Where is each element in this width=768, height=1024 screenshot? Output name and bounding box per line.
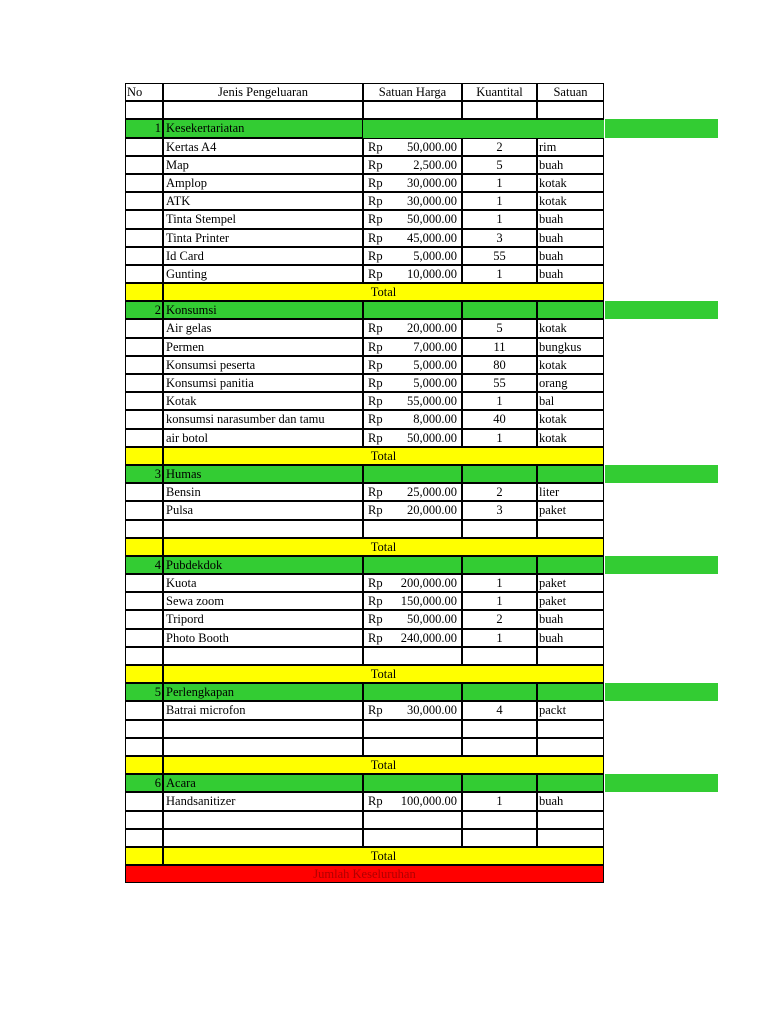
item-name[interactable]: Kuota bbox=[163, 574, 363, 592]
cell[interactable] bbox=[125, 756, 163, 774]
item-qty[interactable]: 1 bbox=[462, 592, 537, 610]
total-label[interactable]: Total bbox=[163, 847, 604, 865]
item-price-cell[interactable] bbox=[363, 574, 462, 592]
item-price-cell[interactable] bbox=[363, 174, 462, 192]
item-qty[interactable]: 11 bbox=[462, 338, 537, 356]
currency-label: Rp bbox=[368, 703, 383, 718]
total-row bbox=[126, 284, 718, 302]
section-row bbox=[126, 684, 718, 702]
cell[interactable] bbox=[125, 356, 163, 374]
total-row bbox=[126, 848, 718, 866]
cell[interactable] bbox=[125, 283, 163, 301]
item-price-cell[interactable] bbox=[363, 592, 462, 610]
table-row bbox=[126, 230, 718, 248]
cell[interactable] bbox=[125, 829, 163, 847]
table-row bbox=[126, 266, 718, 284]
blank-row bbox=[126, 648, 718, 666]
section-fill bbox=[605, 119, 718, 137]
item-unit[interactable]: bungkus bbox=[537, 338, 604, 356]
item-price: 20,000.00 bbox=[407, 321, 457, 336]
item-price: 2,500.00 bbox=[413, 157, 457, 172]
cell[interactable] bbox=[125, 319, 163, 337]
item-qty[interactable]: 80 bbox=[462, 356, 537, 374]
item-unit[interactable]: buah bbox=[537, 210, 604, 228]
item-unit[interactable]: liter bbox=[537, 483, 604, 501]
item-qty[interactable]: 5 bbox=[462, 319, 537, 337]
cell[interactable] bbox=[125, 738, 163, 756]
item-qty[interactable]: 1 bbox=[462, 265, 537, 283]
cell[interactable] bbox=[363, 829, 462, 847]
currency-label: Rp bbox=[368, 503, 383, 518]
item-name[interactable]: Konsumsi panitia bbox=[163, 374, 363, 392]
total-row bbox=[126, 757, 718, 775]
cell[interactable] bbox=[462, 119, 537, 137]
cell[interactable] bbox=[363, 774, 462, 792]
header-qty[interactable]: Kuantital bbox=[462, 83, 537, 101]
table-row bbox=[126, 248, 718, 266]
item-name[interactable]: Tripord bbox=[163, 610, 363, 628]
cell[interactable] bbox=[537, 811, 604, 829]
section-number[interactable]: 2 bbox=[125, 301, 163, 319]
cell[interactable] bbox=[462, 720, 537, 738]
cell[interactable] bbox=[125, 538, 163, 556]
item-price-cell[interactable] bbox=[363, 338, 462, 356]
item-price-cell[interactable] bbox=[363, 265, 462, 283]
cell[interactable] bbox=[125, 174, 163, 192]
section-row bbox=[126, 302, 718, 320]
cell[interactable] bbox=[163, 520, 363, 538]
cell[interactable] bbox=[125, 501, 163, 519]
cell[interactable] bbox=[125, 338, 163, 356]
item-name[interactable]: Map bbox=[163, 156, 363, 174]
item-qty[interactable]: 40 bbox=[462, 410, 537, 428]
item-unit[interactable]: kotak bbox=[537, 192, 604, 210]
section-fill bbox=[605, 774, 718, 792]
currency-label: Rp bbox=[368, 412, 383, 427]
section-name[interactable]: Konsumsi bbox=[163, 301, 363, 319]
item-name[interactable]: Kertas A4 bbox=[163, 138, 363, 156]
cell[interactable] bbox=[125, 592, 163, 610]
section-fill bbox=[605, 465, 718, 483]
header-jenis[interactable]: Jenis Pengeluaran bbox=[163, 83, 363, 101]
table-row bbox=[126, 630, 718, 648]
table-row bbox=[126, 593, 718, 611]
item-qty[interactable]: 55 bbox=[462, 374, 537, 392]
budget-table bbox=[126, 84, 718, 884]
section-number[interactable]: 5 bbox=[125, 683, 163, 701]
currency-label: Rp bbox=[368, 357, 383, 372]
item-unit[interactable]: buah bbox=[537, 247, 604, 265]
item-price: 50,000.00 bbox=[407, 212, 457, 227]
item-price: 10,000.00 bbox=[407, 266, 457, 281]
table-row bbox=[126, 139, 718, 157]
item-price: 240,000.00 bbox=[400, 630, 457, 645]
cell[interactable] bbox=[163, 811, 363, 829]
currency-label: Rp bbox=[368, 230, 383, 245]
cell[interactable] bbox=[537, 720, 604, 738]
item-price-cell[interactable] bbox=[363, 429, 462, 447]
table-row bbox=[126, 375, 718, 393]
item-price: 45,000.00 bbox=[407, 230, 457, 245]
item-price-cell[interactable] bbox=[363, 410, 462, 428]
currency-label: Rp bbox=[368, 485, 383, 500]
item-unit[interactable]: buah bbox=[537, 156, 604, 174]
item-name[interactable]: Amplop bbox=[163, 174, 363, 192]
item-unit[interactable]: buah bbox=[537, 792, 604, 810]
cell[interactable] bbox=[363, 647, 462, 665]
cell[interactable] bbox=[462, 738, 537, 756]
cell[interactable] bbox=[462, 647, 537, 665]
item-unit[interactable]: bal bbox=[537, 392, 604, 410]
item-price-cell[interactable] bbox=[363, 374, 462, 392]
item-qty[interactable]: 3 bbox=[462, 229, 537, 247]
currency-label: Rp bbox=[368, 430, 383, 445]
cell[interactable] bbox=[125, 847, 163, 865]
cell[interactable] bbox=[363, 301, 462, 319]
cell[interactable] bbox=[125, 520, 163, 538]
item-unit[interactable]: packt bbox=[537, 701, 604, 719]
total-row bbox=[126, 666, 718, 684]
currency-label: Rp bbox=[368, 576, 383, 591]
currency-label: Rp bbox=[368, 194, 383, 209]
cell[interactable] bbox=[537, 774, 604, 792]
item-price: 8,000.00 bbox=[413, 412, 457, 427]
item-price: 200,000.00 bbox=[400, 576, 457, 591]
item-unit[interactable]: paket bbox=[537, 574, 604, 592]
item-price-cell[interactable] bbox=[363, 192, 462, 210]
cell[interactable] bbox=[125, 811, 163, 829]
table-row bbox=[126, 339, 718, 357]
item-qty[interactable]: 1 bbox=[462, 192, 537, 210]
section-fill bbox=[605, 556, 718, 574]
cell[interactable] bbox=[363, 556, 462, 574]
cell[interactable] bbox=[363, 683, 462, 701]
item-price: 30,000.00 bbox=[407, 194, 457, 209]
cell[interactable] bbox=[462, 683, 537, 701]
item-unit[interactable]: kotak bbox=[537, 319, 604, 337]
blank-row bbox=[126, 830, 718, 848]
cell[interactable] bbox=[125, 101, 163, 119]
total-label[interactable]: Total bbox=[163, 538, 604, 556]
item-qty[interactable]: 2 bbox=[462, 483, 537, 501]
currency-label: Rp bbox=[368, 630, 383, 645]
item-price-cell[interactable] bbox=[363, 701, 462, 719]
item-price: 150,000.00 bbox=[400, 594, 457, 609]
cell[interactable] bbox=[462, 520, 537, 538]
item-qty[interactable]: 1 bbox=[462, 792, 537, 810]
cell[interactable] bbox=[363, 720, 462, 738]
blank-row bbox=[126, 739, 718, 757]
cell[interactable] bbox=[163, 829, 363, 847]
item-qty[interactable]: 3 bbox=[462, 501, 537, 519]
blank-row bbox=[126, 521, 718, 539]
total-label[interactable]: Total bbox=[163, 283, 604, 301]
cell[interactable] bbox=[163, 647, 363, 665]
table-row bbox=[126, 430, 718, 448]
cell[interactable] bbox=[363, 119, 462, 137]
cell[interactable] bbox=[125, 647, 163, 665]
table-row bbox=[126, 411, 718, 429]
item-name[interactable]: Gunting bbox=[163, 265, 363, 283]
item-price-cell[interactable] bbox=[363, 319, 462, 337]
item-name[interactable]: Pulsa bbox=[163, 501, 363, 519]
section-number[interactable]: 4 bbox=[125, 556, 163, 574]
cell[interactable] bbox=[125, 574, 163, 592]
item-price: 5,000.00 bbox=[413, 248, 457, 263]
currency-label: Rp bbox=[368, 266, 383, 281]
cell[interactable] bbox=[537, 101, 604, 119]
cell[interactable] bbox=[363, 465, 462, 483]
header-no[interactable]: No bbox=[125, 83, 163, 101]
item-unit[interactable]: buah bbox=[537, 629, 604, 647]
header-row bbox=[126, 84, 718, 102]
item-name[interactable]: Tinta Stempel bbox=[163, 210, 363, 228]
cell[interactable] bbox=[537, 647, 604, 665]
item-price-cell[interactable] bbox=[363, 392, 462, 410]
item-name[interactable]: ATK bbox=[163, 192, 363, 210]
spacer-row bbox=[126, 102, 718, 120]
item-qty[interactable]: 4 bbox=[462, 701, 537, 719]
item-price-cell[interactable] bbox=[363, 610, 462, 628]
cell[interactable] bbox=[537, 119, 604, 137]
table-row bbox=[126, 320, 718, 338]
item-price-cell[interactable] bbox=[363, 247, 462, 265]
table-row bbox=[126, 157, 718, 175]
currency-label: Rp bbox=[368, 594, 383, 609]
blank-row bbox=[126, 812, 718, 830]
header-satuan[interactable]: Satuan bbox=[537, 83, 604, 101]
currency-label: Rp bbox=[368, 139, 383, 154]
cell[interactable] bbox=[125, 701, 163, 719]
cell[interactable] bbox=[537, 301, 604, 319]
item-name[interactable]: Konsumsi peserta bbox=[163, 356, 363, 374]
item-price: 20,000.00 bbox=[407, 503, 457, 518]
item-qty[interactable]: 1 bbox=[462, 174, 537, 192]
item-price-cell[interactable] bbox=[363, 501, 462, 519]
currency-label: Rp bbox=[368, 175, 383, 190]
cell[interactable] bbox=[363, 738, 462, 756]
item-unit[interactable]: paket bbox=[537, 592, 604, 610]
item-name[interactable]: Permen bbox=[163, 338, 363, 356]
cell[interactable] bbox=[462, 301, 537, 319]
cell[interactable] bbox=[125, 265, 163, 283]
item-qty[interactable]: 5 bbox=[462, 156, 537, 174]
section-name[interactable]: Pubdekdok bbox=[163, 556, 363, 574]
cell[interactable] bbox=[462, 774, 537, 792]
cell[interactable] bbox=[537, 738, 604, 756]
cell[interactable] bbox=[462, 556, 537, 574]
cell[interactable] bbox=[462, 465, 537, 483]
item-price-cell[interactable] bbox=[363, 210, 462, 228]
table-row bbox=[126, 175, 718, 193]
cell[interactable] bbox=[537, 683, 604, 701]
currency-label: Rp bbox=[368, 339, 383, 354]
item-price-cell[interactable] bbox=[363, 629, 462, 647]
section-fill bbox=[605, 301, 718, 319]
item-price: 100,000.00 bbox=[400, 794, 457, 809]
cell[interactable] bbox=[125, 720, 163, 738]
currency-label: Rp bbox=[368, 157, 383, 172]
item-price: 55,000.00 bbox=[407, 394, 457, 409]
table-row bbox=[126, 702, 718, 720]
table-body bbox=[126, 120, 718, 884]
cell[interactable] bbox=[125, 629, 163, 647]
currency-label: Rp bbox=[368, 321, 383, 336]
section-row bbox=[126, 120, 718, 138]
item-unit[interactable]: paket bbox=[537, 501, 604, 519]
cell[interactable] bbox=[163, 101, 363, 119]
currency-label: Rp bbox=[368, 376, 383, 390]
item-qty[interactable]: 1 bbox=[462, 574, 537, 592]
section-number[interactable]: 1 bbox=[125, 119, 163, 137]
item-price: 30,000.00 bbox=[407, 175, 457, 190]
total-label[interactable]: Total bbox=[163, 756, 604, 774]
grand-total-label[interactable]: Jumlah Keseluruhan bbox=[125, 865, 604, 883]
section-name[interactable]: Kesekertariatan bbox=[163, 119, 363, 137]
item-name[interactable]: Handsanitizer bbox=[163, 792, 363, 810]
total-label[interactable]: Total bbox=[163, 665, 604, 683]
item-unit[interactable]: buah bbox=[537, 610, 604, 628]
section-fill bbox=[605, 683, 718, 701]
item-price-cell[interactable] bbox=[363, 156, 462, 174]
item-unit[interactable]: orang bbox=[537, 374, 604, 392]
table-row bbox=[126, 502, 718, 520]
cell[interactable] bbox=[462, 811, 537, 829]
section-number[interactable]: 6 bbox=[125, 774, 163, 792]
cell[interactable] bbox=[462, 829, 537, 847]
item-price-cell[interactable] bbox=[363, 356, 462, 374]
currency-label: Rp bbox=[368, 394, 383, 409]
table-row bbox=[126, 793, 718, 811]
table-row bbox=[126, 575, 718, 593]
item-name[interactable]: Batrai microfon bbox=[163, 701, 363, 719]
item-name[interactable]: Bensin bbox=[163, 483, 363, 501]
cell[interactable] bbox=[537, 556, 604, 574]
item-name[interactable]: Id Card bbox=[163, 247, 363, 265]
item-unit[interactable]: rim bbox=[537, 138, 604, 156]
item-unit[interactable]: kotak bbox=[537, 429, 604, 447]
cell[interactable] bbox=[125, 792, 163, 810]
section-name[interactable]: Humas bbox=[163, 465, 363, 483]
item-price-cell[interactable] bbox=[363, 792, 462, 810]
table-row bbox=[126, 611, 718, 629]
cell[interactable] bbox=[125, 665, 163, 683]
table-row bbox=[126, 211, 718, 229]
cell[interactable] bbox=[537, 520, 604, 538]
cell[interactable] bbox=[125, 410, 163, 428]
currency-label: Rp bbox=[368, 612, 383, 627]
section-row bbox=[126, 775, 718, 793]
section-number[interactable]: 3 bbox=[125, 465, 163, 483]
currency-label: Rp bbox=[368, 212, 383, 227]
cell[interactable] bbox=[363, 811, 462, 829]
cell[interactable] bbox=[125, 610, 163, 628]
grand-total-row bbox=[126, 866, 718, 884]
item-name[interactable]: Sewa zoom bbox=[163, 592, 363, 610]
table-row bbox=[126, 484, 718, 502]
table-row bbox=[126, 357, 718, 375]
item-unit[interactable]: buah bbox=[537, 229, 604, 247]
item-price: 50,000.00 bbox=[407, 139, 457, 154]
section-row bbox=[126, 557, 718, 575]
cell[interactable] bbox=[163, 720, 363, 738]
item-unit[interactable]: kotak bbox=[537, 174, 604, 192]
section-name[interactable]: Acara bbox=[163, 774, 363, 792]
item-name[interactable]: konsumsi narasumber dan tamu bbox=[163, 410, 363, 428]
cell[interactable] bbox=[125, 210, 163, 228]
cell[interactable] bbox=[363, 101, 462, 119]
item-price: 25,000.00 bbox=[407, 485, 457, 500]
item-qty[interactable]: 1 bbox=[462, 392, 537, 410]
cell[interactable] bbox=[462, 101, 537, 119]
cell[interactable] bbox=[125, 374, 163, 392]
item-name[interactable]: Air gelas bbox=[163, 319, 363, 337]
cell[interactable] bbox=[125, 429, 163, 447]
item-qty[interactable]: 1 bbox=[462, 210, 537, 228]
item-price: 7,000.00 bbox=[413, 339, 457, 354]
cell[interactable] bbox=[537, 829, 604, 847]
blank-row bbox=[126, 721, 718, 739]
item-price: 50,000.00 bbox=[407, 430, 457, 445]
item-price-cell[interactable] bbox=[363, 229, 462, 247]
item-price: 50,000.00 bbox=[407, 612, 457, 627]
item-price: 5,000.00 bbox=[413, 357, 457, 372]
table-row bbox=[126, 193, 718, 211]
item-unit[interactable]: kotak bbox=[537, 410, 604, 428]
item-price-cell[interactable] bbox=[363, 138, 462, 156]
item-name[interactable]: air botol bbox=[163, 429, 363, 447]
cell[interactable] bbox=[125, 447, 163, 465]
item-qty[interactable]: 55 bbox=[462, 247, 537, 265]
header-harga[interactable]: Satuan Harga bbox=[363, 83, 462, 101]
cell[interactable] bbox=[125, 229, 163, 247]
cell[interactable] bbox=[125, 156, 163, 174]
item-qty[interactable]: 2 bbox=[462, 610, 537, 628]
total-row bbox=[126, 539, 718, 557]
total-row bbox=[126, 448, 718, 466]
item-qty[interactable]: 2 bbox=[462, 138, 537, 156]
cell[interactable] bbox=[125, 247, 163, 265]
item-price-cell[interactable] bbox=[363, 483, 462, 501]
item-unit[interactable]: kotak bbox=[537, 356, 604, 374]
section-row bbox=[126, 466, 718, 484]
item-qty[interactable]: 1 bbox=[462, 629, 537, 647]
cell[interactable] bbox=[125, 138, 163, 156]
cell[interactable] bbox=[125, 392, 163, 410]
item-name[interactable]: Photo Booth bbox=[163, 629, 363, 647]
cell[interactable] bbox=[363, 520, 462, 538]
item-name[interactable]: Kotak bbox=[163, 392, 363, 410]
currency-label: Rp bbox=[368, 794, 383, 809]
section-name[interactable]: Perlengkapan bbox=[163, 683, 363, 701]
cell[interactable] bbox=[163, 738, 363, 756]
item-unit[interactable]: buah bbox=[537, 265, 604, 283]
currency-label: Rp bbox=[368, 248, 383, 263]
cell[interactable] bbox=[125, 192, 163, 210]
total-label[interactable]: Total bbox=[163, 447, 604, 465]
cell[interactable] bbox=[125, 483, 163, 501]
item-price: 30,000.00 bbox=[407, 703, 457, 718]
table-row bbox=[126, 393, 718, 411]
item-name[interactable]: Tinta Printer bbox=[163, 229, 363, 247]
item-qty[interactable]: 1 bbox=[462, 429, 537, 447]
cell[interactable] bbox=[537, 465, 604, 483]
item-price: 5,000.00 bbox=[413, 376, 457, 390]
